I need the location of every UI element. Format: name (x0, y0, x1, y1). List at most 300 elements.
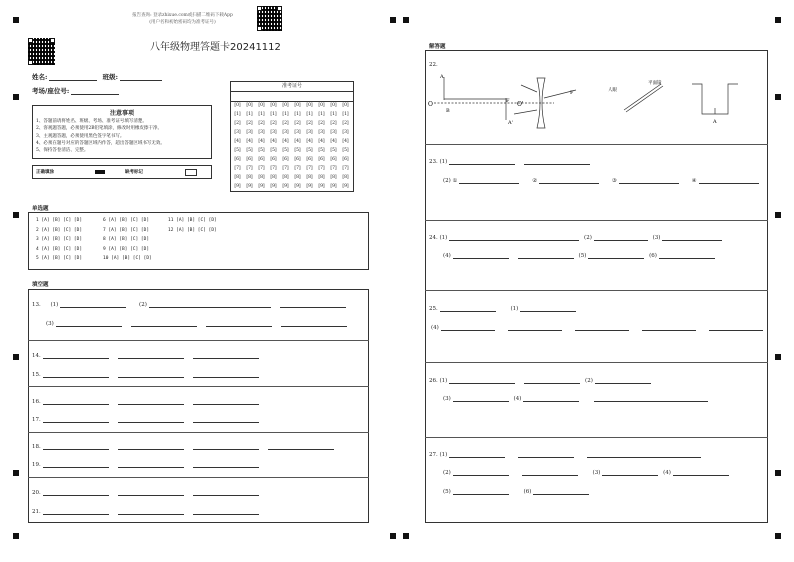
exam-id-bubble[interactable]: [6] (330, 157, 337, 162)
answer-field[interactable] (449, 232, 579, 241)
timing-mark-icon (13, 212, 19, 218)
q27-part6: (6) (523, 489, 532, 495)
answer-field[interactable] (533, 486, 589, 495)
exam-id-bubble[interactable]: [4] (294, 139, 301, 144)
label-o: O (428, 101, 433, 108)
q27-part4: (4) (663, 470, 671, 476)
exam-id-bubble[interactable]: [1] (342, 112, 349, 117)
q13-part3: (3) (46, 321, 54, 327)
exam-id-bubble[interactable]: [3] (306, 130, 313, 135)
answer-field[interactable] (193, 350, 259, 359)
exam-id-bubble[interactable]: [1] (258, 112, 265, 117)
answer-field[interactable] (118, 414, 184, 423)
exam-id-bubble[interactable]: [7] (270, 166, 277, 171)
timing-mark-icon (13, 533, 19, 539)
choice-item[interactable]: 12 [A] [B] [C] [D] (168, 227, 217, 233)
label-a: A (440, 74, 444, 80)
exam-id-bubble[interactable]: [8] (318, 175, 325, 180)
q22-lens-diagram (434, 77, 576, 128)
exam-id-bubble[interactable]: [9] (258, 184, 265, 189)
answer-field[interactable] (56, 318, 122, 327)
qr-corner-icon (257, 6, 262, 11)
answer-field[interactable] (193, 441, 259, 450)
exam-id-bubble[interactable]: [9] (318, 184, 325, 189)
q25-part1: (1) (510, 306, 519, 312)
answer-field[interactable] (520, 303, 576, 312)
exam-id-bubble[interactable]: [3] (342, 130, 349, 135)
label-person: 人眼 (608, 88, 617, 93)
choice-item[interactable]: 5 [A] [B] [C] [D] (36, 256, 83, 261)
answer-field[interactable] (43, 441, 109, 450)
choice-item[interactable]: 10 [A] [B] [C] [D] (103, 256, 152, 261)
divider (425, 362, 768, 363)
exam-id-bubble[interactable]: [3] (234, 130, 241, 135)
choice-item[interactable]: 6 [A] [B] [C] [D] (103, 218, 150, 223)
exam-id-bubble[interactable]: [5] (306, 148, 313, 153)
divider (28, 340, 369, 341)
q26-row1 (429, 375, 654, 384)
q18-number: 18. (32, 444, 41, 450)
exam-id-bubble[interactable]: [5] (318, 148, 325, 153)
timing-mark-icon (775, 94, 781, 100)
notice-item: 2、客观题答题，必须使用2B铅笔填涂，修改时用橡皮擦干净。 (36, 126, 163, 132)
answer-field[interactable] (43, 414, 109, 423)
answer-field[interactable] (508, 322, 562, 331)
q25-row2 (431, 322, 766, 331)
exam-id-bubble[interactable]: [4] (318, 139, 325, 144)
absent-label: 缺考标记 (125, 170, 143, 175)
absent-checkbox[interactable] (185, 169, 197, 176)
q25-part4: (4) (431, 325, 439, 331)
exam-id-bubble[interactable]: [3] (246, 130, 253, 135)
exam-id-bubble[interactable]: [4] (270, 139, 277, 144)
label-a2: A (713, 119, 717, 125)
exam-id-bubble[interactable]: [5] (258, 148, 265, 153)
single-choice-title: 单选题 (32, 206, 49, 212)
label-b: B (446, 108, 450, 114)
q24-part4: (4) (443, 253, 451, 259)
answer-field[interactable] (523, 393, 579, 402)
exam-id-bubble[interactable]: [1] (330, 112, 337, 117)
answer-field[interactable] (709, 322, 763, 331)
divider (28, 477, 369, 478)
choice-item[interactable]: 1 [A] [B] [C] [D] (36, 218, 83, 223)
answer-field[interactable] (659, 250, 715, 259)
answer-field[interactable] (193, 369, 259, 378)
q17-row (32, 414, 262, 423)
qr-corner-icon (28, 60, 33, 65)
answer-field[interactable] (518, 449, 574, 458)
exam-id-bubble[interactable]: [7] (294, 166, 301, 171)
exam-id-bubble[interactable]: [6] (258, 157, 265, 162)
seat-label: 考场/座位号: (32, 87, 70, 95)
answer-field[interactable] (118, 506, 184, 515)
divider (425, 144, 768, 145)
exam-id-bubble[interactable]: [4] (258, 139, 265, 144)
exam-id-bubble[interactable]: [0] (270, 103, 277, 108)
answer-field[interactable] (193, 506, 259, 515)
choice-item[interactable]: 3 [A] [B] [C] [D] (36, 237, 83, 242)
answer-field[interactable] (453, 486, 509, 495)
exam-id-bubble[interactable]: [8] (282, 175, 289, 180)
answer-field[interactable] (43, 396, 109, 405)
q27-row3 (443, 486, 592, 495)
exam-id-column (340, 101, 351, 191)
exam-id-bubble[interactable]: [3] (282, 130, 289, 135)
exam-id-bubble[interactable]: [8] (258, 175, 265, 180)
choice-item[interactable]: 7 [A] [B] [C] [D] (103, 227, 150, 233)
answer-field[interactable] (449, 375, 515, 384)
label-mirror: 平面镜 (648, 81, 662, 86)
name-field[interactable] (49, 72, 97, 81)
exam-id-bubble[interactable]: [5] (282, 148, 289, 153)
exam-id-bubble[interactable]: [5] (342, 148, 349, 153)
exam-id-bubble[interactable]: [4] (282, 139, 289, 144)
q26-row2 (443, 393, 711, 402)
q13-row2 (46, 318, 350, 327)
answer-field[interactable] (60, 299, 126, 308)
answer-field[interactable] (43, 350, 109, 359)
exam-id-bubble[interactable]: [6] (294, 157, 301, 162)
exam-id-bubble[interactable]: [9] (306, 184, 313, 189)
exam-id-bubble[interactable]: [9] (282, 184, 289, 189)
correct-fill-icon (95, 170, 105, 174)
exam-id-bubble[interactable]: [9] (342, 184, 349, 189)
answer-field[interactable] (206, 318, 272, 327)
q14-number: 14. (32, 353, 41, 359)
q23-part2-b: ② (532, 178, 538, 184)
divider (28, 432, 369, 433)
answer-field[interactable] (522, 467, 578, 476)
answer-field[interactable] (588, 250, 644, 259)
exam-id-column (232, 101, 243, 191)
timing-mark-icon (13, 470, 19, 476)
answer-field[interactable] (43, 459, 109, 468)
plane-mirror (626, 86, 663, 112)
notice-title: 注意事项 (109, 110, 134, 117)
q24-number: 24. (429, 235, 438, 241)
notice-item: 4、必须在题号对应的答题区域内作答，超出答题区域书写无效。 (36, 140, 165, 146)
q17-number: 17. (32, 417, 41, 423)
exam-id-bubble[interactable]: [0] (318, 103, 325, 108)
exam-id-column (268, 101, 279, 191)
exam-id-bubble[interactable]: [9] (330, 184, 337, 189)
exam-id-bubble[interactable]: [5] (234, 148, 241, 153)
answer-field[interactable] (149, 299, 271, 308)
exam-id-bubble[interactable]: [7] (318, 166, 325, 171)
fill-example-box (32, 165, 212, 179)
q27-row2 (443, 467, 732, 476)
q23-row1 (429, 156, 593, 165)
exam-id-bubble[interactable]: [1] (246, 112, 253, 117)
q24-part3: (3) (652, 235, 661, 241)
exam-id-bubble[interactable]: [8] (342, 175, 349, 180)
divider (425, 290, 768, 291)
exam-id-bubble[interactable]: [4] (246, 139, 253, 144)
exam-id-bubble[interactable]: [9] (234, 184, 241, 189)
exam-id-bubble[interactable]: [0] (258, 103, 265, 108)
answer-field[interactable] (440, 303, 496, 312)
answer-field[interactable] (193, 487, 259, 496)
answer-field[interactable] (193, 396, 259, 405)
exam-id-bubble[interactable]: [5] (270, 148, 277, 153)
q22-diagrams (426, 70, 766, 140)
divider (28, 386, 369, 387)
q27-part5: (5) (443, 489, 451, 495)
exam-id-bubble[interactable]: [2] (330, 121, 337, 126)
exam-id-bubble[interactable]: [8] (246, 175, 253, 180)
exam-id-bubble[interactable]: [8] (330, 175, 337, 180)
exam-id-bubble[interactable]: [6] (306, 157, 313, 162)
q27-part2: (2) (443, 470, 451, 476)
exam-id-bubble[interactable]: [4] (330, 139, 337, 144)
answer-field[interactable] (619, 175, 679, 184)
answer-field[interactable] (281, 318, 347, 327)
q24-part1: (1) (439, 235, 448, 241)
notice-item: 1、答题前请将姓名、班级、考场、准考证号填写清楚。 (36, 119, 147, 124)
timing-mark-icon (13, 94, 19, 100)
exam-id-bubble[interactable]: [0] (306, 103, 313, 108)
exam-id-bubble[interactable]: [1] (318, 112, 325, 117)
q19-row (32, 459, 262, 468)
exam-id-bubble[interactable]: [7] (234, 166, 241, 171)
answer-field[interactable] (642, 322, 696, 331)
q24-row2 (443, 250, 718, 259)
q27-number: 27. (429, 452, 438, 458)
exam-id-bubble[interactable]: [3] (258, 130, 265, 135)
answer-field[interactable] (43, 506, 109, 515)
exam-id-bubble[interactable]: [1] (270, 112, 277, 117)
exam-id-bubble[interactable]: [3] (330, 130, 337, 135)
q23-part1: (1) (439, 159, 448, 165)
answer-field[interactable] (453, 250, 509, 259)
answer-field[interactable] (118, 459, 184, 468)
answer-field[interactable] (268, 441, 334, 450)
exam-id-bubble[interactable]: [6] (342, 157, 349, 162)
answer-field[interactable] (575, 322, 629, 331)
exam-id-bubble[interactable]: [8] (270, 175, 277, 180)
exam-id-bubble[interactable]: [6] (282, 157, 289, 162)
q13-part1: (1) (50, 302, 59, 308)
timing-mark-icon (775, 212, 781, 218)
exam-id-bubble[interactable]: [2] (294, 121, 301, 126)
exam-id-bubble[interactable]: [2] (342, 121, 349, 126)
seat-row (32, 86, 122, 95)
q23-part2: (2) ① (443, 178, 458, 184)
answer-field[interactable] (594, 393, 708, 402)
q22-container-diagram (692, 84, 738, 114)
answer-field[interactable] (131, 318, 197, 327)
exam-id-bubble[interactable]: [2] (258, 121, 265, 126)
exam-id-bubble[interactable]: [9] (294, 184, 301, 189)
exam-id-bubble[interactable]: [5] (330, 148, 337, 153)
qr-corner-icon (50, 38, 55, 43)
answer-field[interactable] (602, 467, 658, 476)
light-ray (521, 85, 537, 92)
timing-mark-icon (390, 17, 396, 23)
q15-row (32, 369, 262, 378)
answer-field[interactable] (118, 441, 184, 450)
notice-list (33, 117, 211, 155)
label-o-prime: O' (517, 101, 524, 108)
q23-row2 (443, 175, 762, 184)
q13-part2: (2) (139, 302, 147, 308)
timing-mark-icon (403, 17, 409, 23)
exam-id-bubble[interactable]: [1] (306, 112, 313, 117)
exam-id-bubble[interactable]: [3] (270, 130, 277, 135)
answer-field[interactable] (453, 393, 509, 402)
exam-id-column (304, 101, 315, 191)
qr-corner-icon (28, 38, 33, 43)
answer-field[interactable] (118, 487, 184, 496)
exam-id-bubble[interactable]: [7] (330, 166, 337, 171)
choice-item[interactable]: 11 [A] [B] [C] [D] (168, 218, 217, 223)
exam-id-bubble[interactable]: [5] (294, 148, 301, 153)
answer-field[interactable] (280, 299, 346, 308)
plane-mirror (624, 84, 661, 110)
exam-id-bubble[interactable]: [0] (282, 103, 289, 108)
exam-id-bubble[interactable]: [9] (246, 184, 253, 189)
q16-row (32, 396, 262, 405)
exam-id-bubble[interactable]: [7] (258, 166, 265, 171)
answer-field[interactable] (449, 449, 505, 458)
exam-id-bubble[interactable]: [2] (270, 121, 277, 126)
exam-id-bubble[interactable]: [2] (306, 121, 313, 126)
answer-field[interactable] (43, 369, 109, 378)
q23-part2-c: ③ (611, 178, 617, 184)
exam-id-bubble[interactable]: [0] (294, 103, 301, 108)
exam-id-bubble[interactable]: [4] (342, 139, 349, 144)
exam-id-bubble[interactable]: [2] (234, 121, 241, 126)
exam-id-bubble[interactable]: [7] (246, 166, 253, 171)
notice-item: 5、保持答卷清洁、完整。 (36, 148, 89, 154)
qr-corner-icon (257, 26, 262, 31)
notice-box (32, 105, 212, 159)
exam-id-bubble[interactable]: [1] (282, 112, 289, 117)
q26-number: 26. (429, 378, 438, 384)
q26-part3: (3) (443, 396, 451, 402)
timing-mark-icon (390, 533, 396, 539)
exam-id-bubble[interactable]: [0] (234, 103, 241, 108)
answer-field[interactable] (518, 250, 574, 259)
choice-item[interactable]: 8 [A] [B] [C] [D] (103, 237, 150, 242)
answer-field[interactable] (524, 156, 590, 165)
class-label: 班级: (102, 73, 119, 81)
answer-field[interactable] (118, 369, 184, 378)
answer-field[interactable] (118, 396, 184, 405)
exam-id-bubble[interactable]: [7] (342, 166, 349, 171)
q26-part2: (2) (585, 378, 593, 384)
exam-id-bubble[interactable]: [0] (330, 103, 337, 108)
choice-item[interactable]: 9 [A] [B] [C] [D] (103, 246, 150, 252)
exam-id-bubble[interactable]: [7] (306, 166, 313, 171)
answer-field[interactable] (43, 487, 109, 496)
answer-field[interactable] (193, 414, 259, 423)
divider (425, 220, 768, 221)
seat-field[interactable] (71, 86, 119, 95)
q24-part6: (6) (649, 253, 657, 259)
q13-row1 (32, 299, 349, 308)
answer-field[interactable] (524, 375, 580, 384)
exam-id-bubble[interactable]: [0] (342, 103, 349, 108)
exam-id-bubble[interactable]: [6] (318, 157, 325, 162)
q15-number: 15. (32, 372, 41, 378)
answer-field[interactable] (453, 467, 509, 476)
q16-number: 16. (32, 399, 41, 405)
answer-field[interactable] (118, 350, 184, 359)
answer-field[interactable] (193, 459, 259, 468)
q23-part2-d: ④ (691, 178, 697, 184)
exam-id-bubble[interactable]: [2] (318, 121, 325, 126)
timing-mark-icon (13, 354, 19, 360)
timing-mark-icon (775, 533, 781, 539)
q21-number: 21. (32, 509, 41, 515)
exam-id-bubble[interactable]: [6] (246, 157, 253, 162)
exam-id-bubble[interactable]: [1] (294, 112, 301, 117)
exam-id-bubble[interactable]: [8] (306, 175, 313, 180)
exam-id-bubble[interactable]: [6] (270, 157, 277, 162)
exam-id-column (316, 101, 327, 191)
q21-row (32, 506, 262, 515)
exam-id-bubble[interactable]: [2] (282, 121, 289, 126)
exam-id-bubble[interactable]: [9] (270, 184, 277, 189)
report-notice-line1: 报告查询: 登录zhixue.com或扫描二维码下载App (132, 13, 233, 18)
choice-item[interactable]: 2 [A] [B] [C] [D] (36, 227, 83, 233)
timing-mark-icon (775, 17, 781, 23)
divider (425, 437, 768, 438)
answer-field[interactable] (587, 449, 701, 458)
choice-item[interactable]: 4 [A] [B] [C] [D] (36, 246, 83, 252)
solution-title: 解答题 (429, 44, 446, 50)
exam-id-title: 准考证号 (231, 82, 353, 92)
exam-id-bubble[interactable]: [3] (294, 130, 301, 135)
q27-part3: (3) (592, 470, 601, 476)
exam-id-bubble[interactable]: [2] (246, 121, 253, 126)
qr-corner-icon (277, 6, 282, 11)
answer-field[interactable] (441, 322, 495, 331)
notice-item: 3、主观题答题，必须使用黑色签字笔书写。 (36, 133, 125, 139)
answer-field[interactable] (662, 232, 722, 241)
answer-field[interactable] (459, 175, 519, 184)
answer-field[interactable] (595, 375, 651, 384)
report-notice (115, 12, 250, 26)
exam-id-bubble[interactable]: [3] (318, 130, 325, 135)
exam-id-bubble[interactable]: [8] (234, 175, 241, 180)
timing-mark-icon (775, 470, 781, 476)
exam-id-bubble[interactable]: [5] (246, 148, 253, 153)
timing-mark-icon (13, 17, 19, 23)
sheet-title: 八年级物理答题卡20241112 (150, 42, 281, 53)
exam-id-bubble[interactable]: [4] (306, 139, 313, 144)
q19-number: 19. (32, 462, 41, 468)
answer-field[interactable] (673, 467, 729, 476)
answer-field[interactable] (449, 156, 515, 165)
label-f: F (506, 98, 510, 104)
q20-row (32, 487, 262, 496)
exam-id-bubble[interactable]: [8] (294, 175, 301, 180)
class-field[interactable] (120, 72, 162, 81)
q13-number: 13. (32, 302, 41, 308)
exam-id-bubble[interactable]: [4] (234, 139, 241, 144)
answer-field[interactable] (539, 175, 599, 184)
answer-field[interactable] (594, 232, 648, 241)
exam-id-bubble[interactable]: [7] (282, 166, 289, 171)
answer-field[interactable] (699, 175, 759, 184)
exam-id-bubble[interactable]: [0] (246, 103, 253, 108)
exam-id-bubble[interactable]: [6] (234, 157, 241, 162)
exam-id-bubble[interactable]: [1] (234, 112, 241, 117)
fill-blank-title: 填空题 (32, 282, 49, 288)
